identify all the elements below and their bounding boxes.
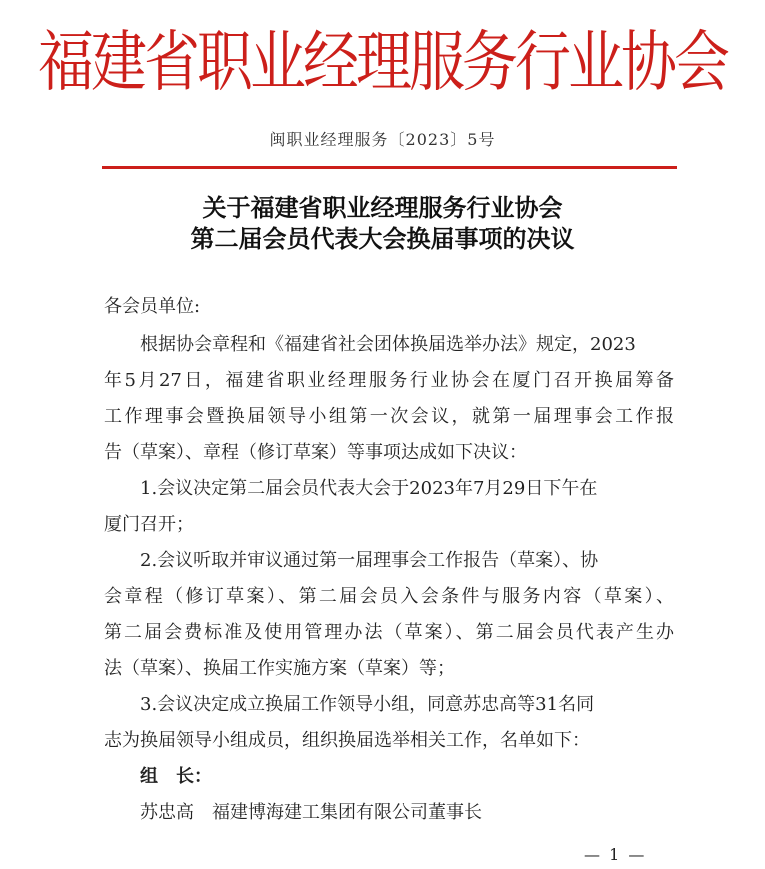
resolution-2-line-3: 第二届会费标准及使用管理办法（草案）、第二届会员代表产生办 [104, 622, 674, 643]
paragraph-1-line-1: 根据协会章程和《福建省社会团体换届选举办法》规定，2023 [140, 334, 636, 355]
red-divider-line [102, 166, 677, 169]
salutation: 各会员单位: [104, 296, 201, 317]
resolution-1-line-1: 1.会议决定第二届会员代表大会于2023年7月29日下午在 [140, 478, 598, 499]
paragraph-1-line-4: 告（草案）、章程（修订草案）等事项达成如下决议： [104, 442, 527, 463]
resolution-1-line-2: 厦门召开； [104, 514, 194, 535]
document-title-line-2: 第二届会员代表大会换届事项的决议 [190, 224, 575, 253]
leader-entry: 苏忠高 福建博海建工集团有限公司董事长 [140, 802, 482, 823]
resolution-3-line-2: 志为换届领导小组成员，组织换届选举相关工作，名单如下： [104, 730, 590, 751]
paragraph-1-line-2: 年5月27日，福建省职业经理服务行业协会在厦门召开换届筹备 [104, 370, 674, 391]
resolution-2-line-4: 法（草案）、换届工作实施方案（草案）等； [104, 658, 455, 679]
page-number: — 1 — [584, 845, 647, 864]
resolution-2-line-2: 会章程（修订草案）、第二届会员入会条件与服务内容（草案）、 [104, 586, 674, 607]
paragraph-1-line-3: 工作理事会暨换届领导小组第一次会议，就第一届理事会工作报 [104, 406, 674, 427]
leader-label: 组 长： [140, 766, 212, 787]
resolution-3-line-1: 3.会议决定成立换届工作领导小组，同意苏忠高等31名同 [140, 694, 595, 715]
document-number: 闽职业经理服务〔2023〕5号 [269, 130, 496, 149]
resolution-2-line-1: 2.会议听取并审议通过第一届理事会工作报告（草案）、协 [140, 550, 599, 571]
org-header-title: 福建省职业经理服务行业协会 [38, 24, 727, 101]
document-title-line-1: 关于福建省职业经理服务行业协会 [202, 193, 563, 222]
